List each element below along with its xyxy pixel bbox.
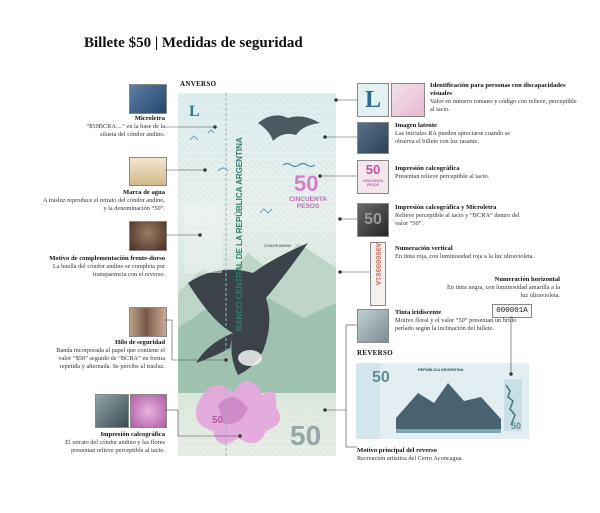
label-hilo-text: Banda incorporada al papel que contiene el valor “$50” seguido de “BCRA” en forma repetida y alternada. Se percibe al trasluz. (56, 347, 165, 370)
label-motivo-reverso-title: Motivo principal del reverso (357, 447, 437, 454)
label-num-vertical-text: En tinta roja, con luminosidad roja a la luz ultravioleta. (395, 253, 535, 260)
label-tinta-text: Motivo floral y el valor “50” presentan un brillo perlado según la inclinación del billete. (395, 317, 517, 332)
label-calcografica-text: Presentan relieve perceptible al tacto. (395, 173, 490, 180)
vertical-serial-text: A00000001A (373, 243, 381, 286)
label-calcografica-micro-text: Relieve perceptible al tacto y “BCRA” dentro del valor “50”. (395, 212, 520, 227)
label-imagen-latente-text: Las iniciales RA pueden apreciarse cuando se observa el billete con luz rasante. (395, 130, 511, 145)
label-imagen-latente-title: Imagen latente (395, 122, 437, 129)
label-tinta-title: Tinta iridiscente (395, 309, 442, 316)
label-num-horizontal-title: Numeración horizontal (494, 276, 560, 283)
section-back-label: REVERSO (357, 349, 393, 357)
calcographic-value-words: CINCUENTA PESOS (362, 179, 384, 187)
label-num-vertical-title: Numeración vertical (395, 245, 453, 252)
label-num-horizontal-text: En tinta negra, con luminosidad amarilla a la luz ultravioleta. (447, 284, 560, 299)
section-front-label: ANVERSO (180, 80, 217, 88)
bank-name-vertical: BANCO CENTRAL DE LA REPÚBLICA ARGENTINA (235, 137, 244, 331)
label-microletra-title: Microletra (134, 115, 165, 122)
calcographic-value-glyph: 50 (365, 162, 381, 177)
label-calcografica-bottom-title: Impresión calcográfica (100, 431, 165, 438)
microletter-value-glyph: 50 (364, 211, 382, 228)
label-motivo-text: La huella del cóndor andino se completa por transparencia con el reverso. (52, 263, 165, 278)
back-value-corner: 50 (511, 421, 522, 431)
label-motivo-title: Motivo de complementación frente-dorso (49, 255, 165, 262)
label-calcografica-title: Impresión calcográfica (395, 165, 460, 172)
front-value-pink: 50 (294, 171, 319, 196)
front-value-words: CINCUENTA PESOS (289, 196, 327, 210)
svg-text:50: 50 (212, 415, 224, 426)
label-calcografica-micro-title: Impresión calcográfica y Microletra (395, 204, 497, 211)
label-microletra-text: “$50BCRA…” en la base de la silueta del cóndor andino. (86, 123, 165, 138)
species-label: CÓNDOR ANDINO (264, 244, 292, 248)
label-hilo-title: Hilo de seguridad (115, 339, 165, 346)
page-title: Billete $50 | Medidas de seguridad (84, 35, 303, 51)
back-value-top: 50 (372, 369, 390, 386)
letter-tactile-mark: L (189, 103, 200, 120)
label-identificacion-text: Valor en número romano y código con relieve, perceptible al tacto. (430, 98, 577, 113)
label-identificacion-title: Identificación para personas con discapacidades visuales (430, 82, 566, 97)
label-marca-agua-text: A trasluz reproduce el retrato del cóndor andino, y la denominación “50”. (42, 197, 165, 212)
label-calcografica-bottom-text: El retrato del cóndor andino y las flores presentan relieve perceptible al tacto. (65, 439, 165, 454)
label-motivo-reverso-text: Recreación artística del Cerro Aconcagua. (357, 455, 464, 462)
tactile-letter-glyph: L (364, 87, 381, 113)
horizontal-serial-text: 000001A (496, 307, 528, 315)
svg-text:50: 50 (290, 420, 322, 451)
back-bank-name: REPÚBLICA ARGENTINA (418, 368, 464, 372)
label-marca-agua-title: Marca de agua (123, 189, 165, 196)
